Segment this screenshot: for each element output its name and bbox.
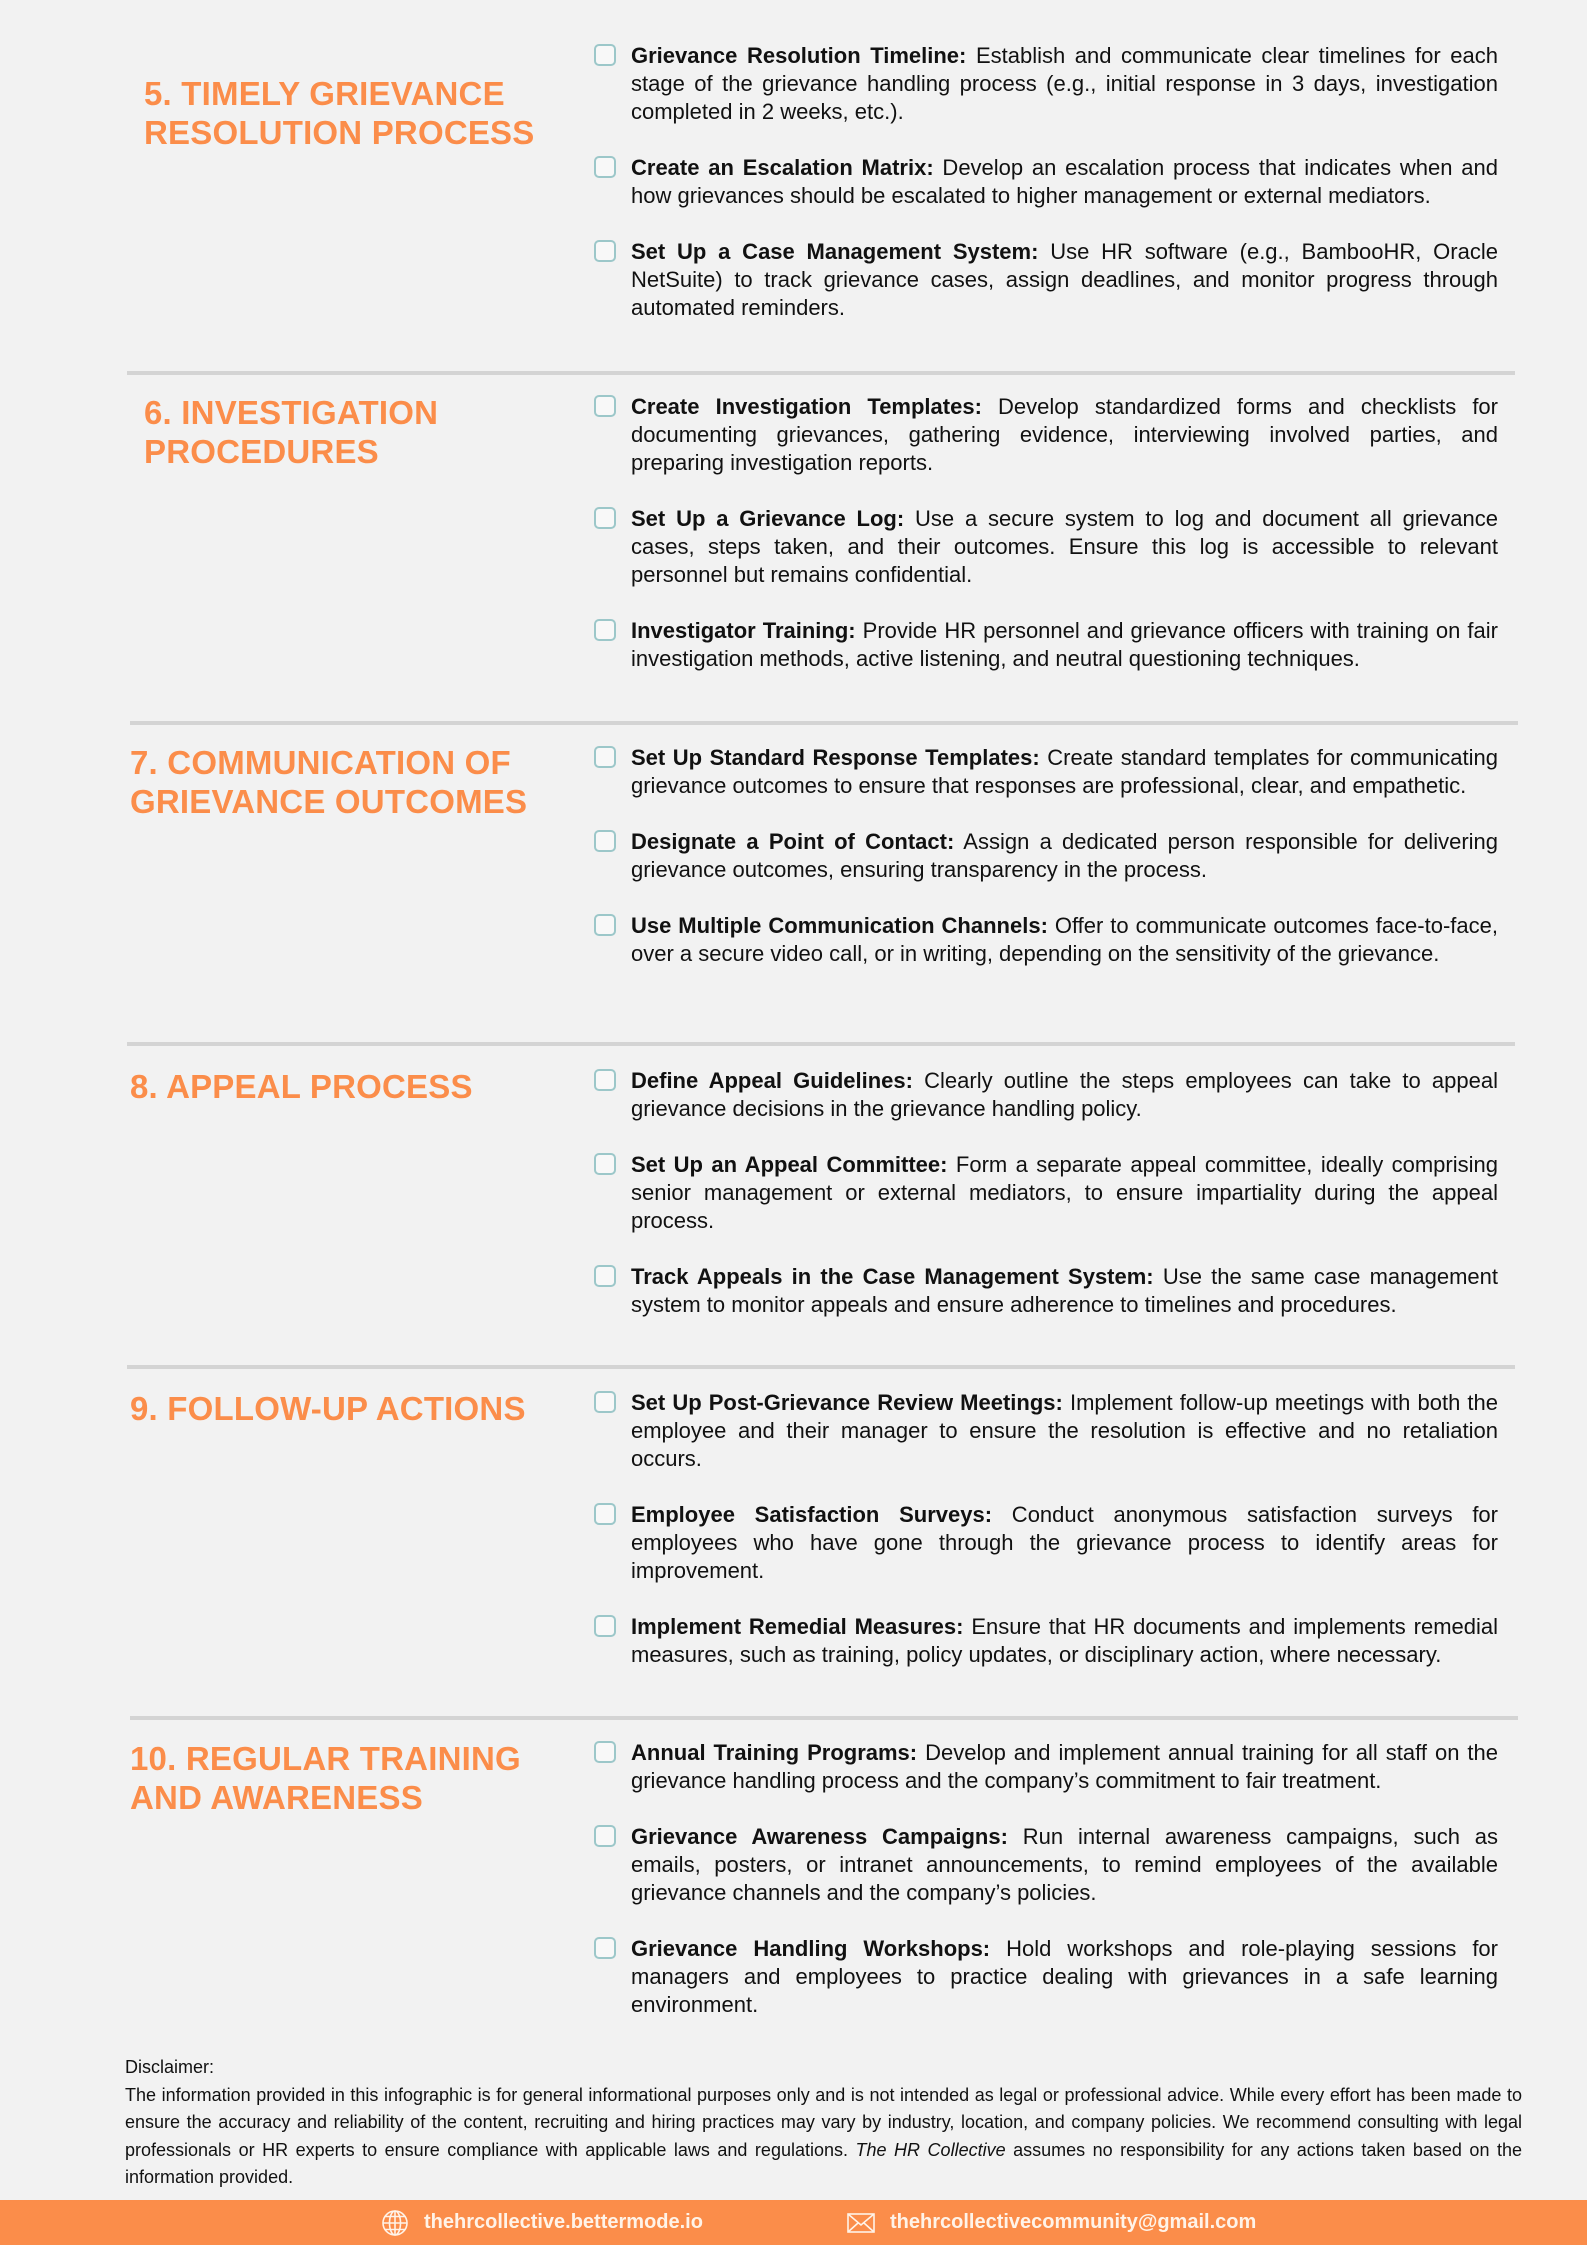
email-text[interactable]: thehrcollectivecommunity@gmail.com bbox=[890, 2211, 1257, 2233]
item-text: Clearly outline the steps employees can take to appeal grievance decisions in the grievance handling policy. bbox=[631, 1068, 1498, 1121]
item-title: Designate a Point of Contact: bbox=[631, 829, 955, 854]
item-title: Track Appeals in the Case Management System: bbox=[631, 1264, 1154, 1289]
checklist-item bbox=[594, 238, 1498, 322]
disclaimer-text bbox=[125, 2082, 1522, 2192]
item-title: Use Multiple Communication Channels: bbox=[631, 913, 1048, 938]
checkbox[interactable] bbox=[594, 507, 616, 529]
checklist-item bbox=[594, 1389, 1498, 1473]
section-heading bbox=[130, 1067, 550, 1106]
checklist-item bbox=[594, 393, 1498, 477]
checkbox[interactable] bbox=[594, 44, 616, 66]
checkbox[interactable] bbox=[594, 1615, 616, 1637]
checkbox[interactable] bbox=[594, 156, 616, 178]
item-text: Develop an escalation process that indicates when and how grievances should be escalated to higher management or external mediators. bbox=[631, 155, 1498, 208]
item-title: Implement Remedial Measures: bbox=[631, 1614, 964, 1639]
item-title: Set Up a Grievance Log: bbox=[631, 506, 905, 531]
checklist-item bbox=[594, 744, 1498, 800]
item-text: Ensure that HR documents and implements remedial measures, such as training, policy updates, or disciplinary action, where necessary. bbox=[631, 1614, 1498, 1667]
item-text: Offer to communicate outcomes face-to-face, over a secure video call, or in writing, depending on the sensitivity of the grievance. bbox=[631, 913, 1498, 966]
checkbox[interactable] bbox=[594, 1069, 616, 1091]
item-text: Provide HR personnel and grievance officers with training on fair investigation methods, active listening, and neutral questioning techniques. bbox=[631, 618, 1498, 671]
heading-line: PROCEDURES bbox=[144, 433, 379, 470]
item-text: Develop standardized forms and checklists for documenting grievances, gathering evidence, interviewing involved parties, and preparing investigation reports. bbox=[631, 394, 1498, 475]
item-title: Employee Satisfaction Surveys: bbox=[631, 1502, 993, 1527]
item-title: Grievance Awareness Campaigns: bbox=[631, 1824, 1008, 1849]
item-title: Grievance Resolution Timeline: bbox=[631, 43, 967, 68]
checkbox[interactable] bbox=[594, 1741, 616, 1763]
item-text: Use a secure system to log and document all grievance cases, steps taken, and their outcomes. Ensure this log is accessible to relevant personnel but remains confidential. bbox=[631, 506, 1498, 587]
checklist-item bbox=[594, 1823, 1498, 1907]
checklist-item bbox=[594, 1067, 1498, 1123]
email-link[interactable] bbox=[846, 2200, 1256, 2245]
section-heading bbox=[130, 1389, 550, 1428]
checklist bbox=[594, 42, 1498, 350]
item-text: Create standard templates for communicating grievance outcomes to ensure that responses are professional, clear, and empathetic. bbox=[631, 745, 1499, 798]
checklist bbox=[594, 393, 1498, 701]
item-title: Annual Training Programs: bbox=[631, 1740, 918, 1765]
checklist-item bbox=[594, 912, 1498, 968]
section-divider bbox=[130, 1716, 1518, 1720]
section-heading bbox=[130, 743, 550, 821]
section-heading bbox=[130, 1739, 550, 1817]
checkbox[interactable] bbox=[594, 914, 616, 936]
checklist-item bbox=[594, 1501, 1498, 1585]
checklist-item bbox=[594, 154, 1498, 210]
disclaimer bbox=[125, 2054, 1522, 2192]
checkbox[interactable] bbox=[594, 1153, 616, 1175]
checkbox[interactable] bbox=[594, 395, 616, 417]
website-link[interactable] bbox=[380, 2200, 703, 2245]
item-title: Set Up a Case Management System: bbox=[631, 239, 1039, 264]
item-text: Assign a dedicated person responsible for delivering grievance outcomes, ensuring transparency in the process. bbox=[631, 829, 1498, 882]
checklist-item bbox=[594, 42, 1498, 126]
heading-line: RESOLUTION PROCESS bbox=[144, 114, 535, 151]
item-title: Grievance Handling Workshops: bbox=[631, 1936, 991, 1961]
checklist bbox=[594, 1389, 1498, 1697]
checkbox[interactable] bbox=[594, 1503, 616, 1525]
checklist-item bbox=[594, 828, 1498, 884]
checklist-item bbox=[594, 1935, 1498, 2019]
checklist bbox=[594, 1067, 1498, 1347]
brand-name: The HR Collective bbox=[855, 2139, 1006, 2160]
item-title: Create Investigation Templates: bbox=[631, 394, 982, 419]
disclaimer-label: Disclaimer: bbox=[125, 2057, 215, 2077]
checklist-item bbox=[594, 1151, 1498, 1235]
heading-line: 7. COMMUNICATION OF bbox=[130, 744, 511, 781]
disclaimer-body-end: assumes no responsibility for any actions taken based on the information provided. bbox=[125, 2139, 1522, 2187]
checkbox[interactable] bbox=[594, 240, 616, 262]
section-divider bbox=[127, 371, 1515, 375]
item-text: Use the same case management system to monitor appeals and ensure adherence to timelines and procedures. bbox=[631, 1264, 1498, 1317]
item-title: Create an Escalation Matrix: bbox=[631, 155, 934, 180]
heading-line: GRIEVANCE OUTCOMES bbox=[130, 783, 528, 820]
item-text: Run internal awareness campaigns, such as emails, posters, or intranet announcements, to remind employees of the available grievance channels and the company’s policies. bbox=[631, 1824, 1499, 1905]
heading-line: 6. INVESTIGATION bbox=[144, 394, 439, 431]
heading-line: 9. FOLLOW-UP ACTIONS bbox=[130, 1390, 526, 1427]
section-heading bbox=[144, 393, 564, 471]
heading-line: AND AWARENESS bbox=[130, 1779, 423, 1816]
checkbox[interactable] bbox=[594, 1265, 616, 1287]
checklist-item bbox=[594, 617, 1498, 673]
item-text: Use HR software (e.g., BambooHR, Oracle NetSuite) to track grievance cases, assign deadlines, and monitor progress through automated reminders. bbox=[631, 239, 1498, 320]
checkbox[interactable] bbox=[594, 1825, 616, 1847]
item-title: Investigator Training: bbox=[631, 618, 856, 643]
checklist-item bbox=[594, 1613, 1498, 1669]
section-heading bbox=[144, 74, 564, 152]
item-title: Set Up Post-Grievance Review Meetings: bbox=[631, 1390, 1063, 1415]
heading-line: 10. REGULAR TRAINING bbox=[130, 1740, 521, 1777]
item-title: Set Up Standard Response Templates: bbox=[631, 745, 1040, 770]
item-title: Define Appeal Guidelines: bbox=[631, 1068, 913, 1093]
item-text: Form a separate appeal committee, ideally comprising senior management or external mediators, to ensure impartiality during the appeal process. bbox=[631, 1152, 1498, 1233]
heading-line: 8. APPEAL PROCESS bbox=[130, 1068, 473, 1105]
item-text: Hold workshops and role-playing sessions for managers and employees to practice dealing with grievances in a safe learning environment. bbox=[631, 1936, 1498, 2017]
section-divider bbox=[127, 1365, 1515, 1369]
checkbox[interactable] bbox=[594, 1391, 616, 1413]
item-text: Conduct anonymous satisfaction surveys for employees who have gone through the grievance process to identify areas for improvement. bbox=[631, 1502, 1498, 1583]
website-text[interactable]: thehrcollective.bettermode.io bbox=[424, 2211, 703, 2233]
checkbox[interactable] bbox=[594, 1937, 616, 1959]
checkbox[interactable] bbox=[594, 830, 616, 852]
item-text: Implement follow-up meetings with both the employee and their manager to ensure the resolution is effective and no retaliation occurs. bbox=[631, 1390, 1498, 1471]
item-title: Set Up an Appeal Committee: bbox=[631, 1152, 948, 1177]
checklist-item bbox=[594, 1739, 1498, 1795]
section-divider bbox=[127, 1042, 1515, 1046]
checkbox[interactable] bbox=[594, 619, 616, 641]
item-text: Develop and implement annual training for all staff on the grievance handling process and the company’s commitment to fair treatment. bbox=[631, 1740, 1498, 1793]
disclaimer-body: The information provided in this infographic is for general informational purposes only and is not intended as legal or professional advice. While every effort has been made to ensure the accuracy and reliability of the content, recruiting and hiring practices may vary by industry, location, and company policies. We recommend consulting with legal professionals or HR experts to ensure compliance with applicable laws and regulations. bbox=[125, 2084, 1522, 2160]
item-text: Establish and communicate clear timelines for each stage of the grievance handling process (e.g., initial response in 3 days, investigation completed in 2 weeks, etc.). bbox=[631, 43, 1498, 124]
globe-icon bbox=[380, 2208, 410, 2238]
checklist bbox=[594, 744, 1498, 996]
mail-icon bbox=[846, 2211, 876, 2235]
checkbox[interactable] bbox=[594, 746, 616, 768]
footer-bar bbox=[0, 2200, 1587, 2245]
heading-line: 5. TIMELY GRIEVANCE bbox=[144, 75, 505, 112]
checklist-item bbox=[594, 505, 1498, 589]
checklist-item bbox=[594, 1263, 1498, 1319]
checklist bbox=[594, 1739, 1498, 2047]
section-divider bbox=[130, 721, 1518, 725]
